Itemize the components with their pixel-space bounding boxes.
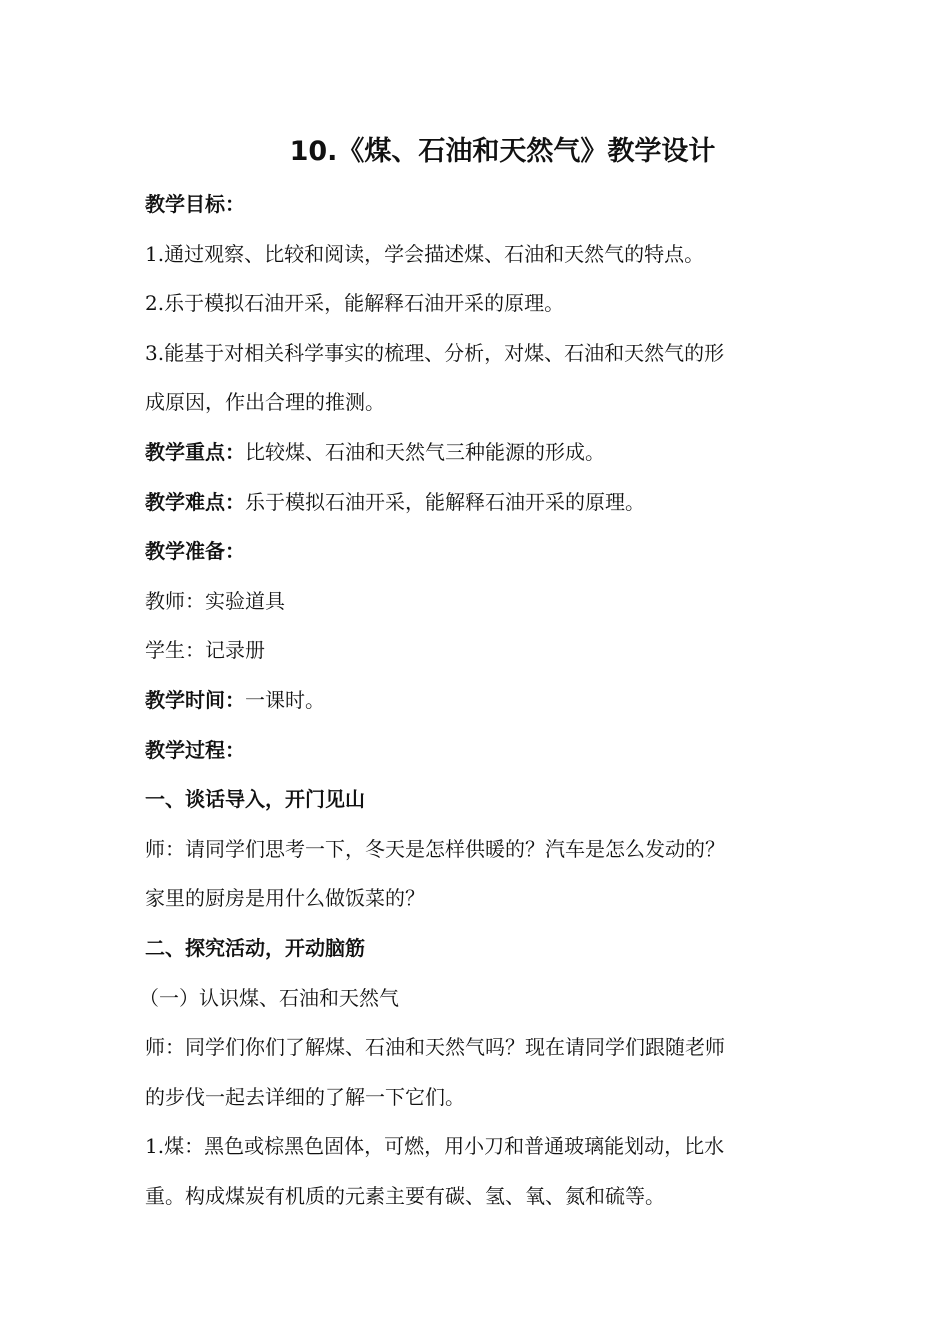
preparation-heading: 教学准备： [145, 539, 245, 564]
section2-line: 重。构成煤炭有机质的元素主要有碳、氢、氧、氮和硫等。 [145, 1183, 665, 1208]
preparation-teacher: 教师：实验道具 [145, 588, 285, 613]
time-row [145, 676, 810, 726]
document-body [139, 180, 810, 1221]
goal-item: 3.能基于对相关科学事实的梳理、分析，对煤、石油和天然气的形 [145, 340, 725, 365]
section1-line: 家里的厨房是用什么做饭菜的？ [145, 886, 425, 911]
preparation-student: 学生：记录册 [145, 638, 265, 663]
key-point-text: 比较煤、石油和天然气三种能源的形成。 [245, 439, 605, 464]
page-title: 10.《煤、石油和天然气》教学设计 [289, 136, 716, 167]
goals-heading: 教学目标： [145, 192, 245, 216]
key-point-row [145, 428, 810, 478]
difficulty-label: 教学难点： [145, 489, 245, 514]
section1-line: 师：请同学们思考一下，冬天是怎样供暖的？汽车是怎么发动的？ [145, 836, 725, 861]
section2-line: 师：同学们你们了解煤、石油和天然气吗？现在请同学们跟随老师 [145, 1035, 725, 1060]
goal-item: 2.乐于模拟石油开采，能解释石油开采的原理。 [145, 291, 565, 316]
goal-item: 成原因，作出合理的推测。 [145, 390, 385, 415]
key-point-label: 教学重点： [145, 439, 245, 464]
process-heading: 教学过程： [145, 737, 245, 762]
section2-heading: 二、探究活动，开动脑筋 [145, 935, 365, 960]
section2-subheading: （一）认识煤、石油和天然气 [139, 985, 399, 1010]
section2-line: 1.煤：黑色或棕黑色固体，可燃，用小刀和普通玻璃能划动，比水 [145, 1134, 725, 1159]
section2-line: 的步伐一起去详细的了解一下它们。 [145, 1084, 465, 1109]
time-label: 教学时间： [145, 687, 245, 712]
goal-item: 1.通过观察、比较和阅读，学会描述煤、石油和天然气的特点。 [145, 241, 705, 266]
time-text: 一课时。 [245, 687, 325, 712]
section1-heading: 一、谈话导入，开门见山 [145, 787, 365, 812]
difficulty-row [145, 478, 810, 528]
difficulty-text: 乐于模拟石油开采，能解释石油开采的原理。 [245, 489, 645, 514]
